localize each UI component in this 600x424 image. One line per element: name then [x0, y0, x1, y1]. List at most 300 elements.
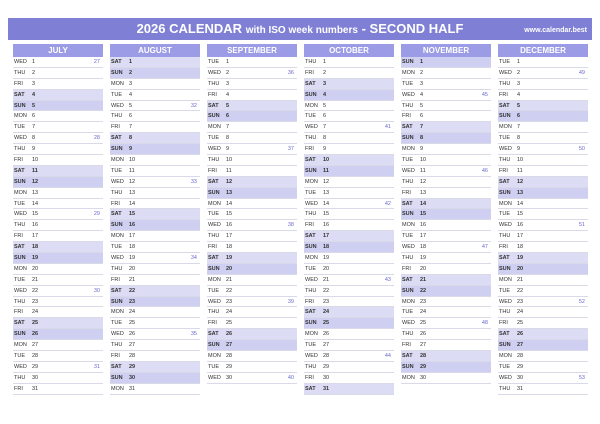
day-row	[13, 57, 103, 68]
weekday-label: SUN	[111, 146, 123, 153]
day-row	[110, 188, 200, 199]
weekday-label: SUN	[208, 342, 220, 349]
day-number: 2	[32, 69, 36, 76]
day-row	[401, 297, 491, 308]
day-number: 25	[129, 320, 136, 327]
month-header: OCTOBER	[304, 44, 394, 57]
title-suffix: - SECOND HALF	[361, 21, 464, 36]
weekday-label: SUN	[402, 59, 414, 65]
day-number: 2	[420, 69, 424, 76]
day-number: 13	[226, 189, 233, 196]
weekday-label: SAT	[402, 200, 413, 207]
weekday-label: MON	[402, 374, 415, 381]
day-row	[498, 122, 588, 133]
week-number: 36	[287, 69, 294, 76]
weekday-label: SUN	[208, 265, 220, 272]
day-number: 1	[32, 59, 36, 65]
weekday-label: TUE	[305, 342, 316, 349]
weekday-label: THU	[14, 374, 26, 381]
weekday-label: FRI	[305, 222, 314, 229]
weekday-label: MON	[402, 298, 415, 305]
day-row	[13, 144, 103, 155]
weekday-label: SAT	[208, 178, 219, 185]
day-row	[498, 373, 588, 384]
day-row	[401, 90, 491, 101]
weekday-label: WED	[402, 244, 415, 251]
day-row	[498, 177, 588, 188]
day-row	[498, 351, 588, 362]
day-number: 7	[129, 124, 133, 131]
week-number: 34	[190, 255, 197, 262]
day-row	[498, 275, 588, 286]
month-column-july	[13, 44, 103, 395]
month-header: NOVEMBER	[401, 44, 491, 57]
day-number: 25	[420, 320, 427, 327]
weekday-label: SUN	[305, 244, 317, 251]
day-number: 2	[323, 69, 327, 76]
weekday-label: SAT	[402, 353, 413, 360]
weekday-label: MON	[402, 222, 415, 229]
day-number: 12	[226, 178, 233, 185]
day-number: 21	[129, 276, 136, 283]
day-row	[13, 79, 103, 90]
day-row	[110, 57, 200, 68]
weekday-label: THU	[111, 265, 123, 272]
day-row	[13, 351, 103, 362]
day-row	[110, 133, 200, 144]
month-column-november	[401, 44, 491, 384]
day-row	[498, 231, 588, 242]
day-number: 31	[323, 385, 330, 392]
day-row	[304, 111, 394, 122]
day-number: 17	[32, 233, 39, 240]
day-number: 10	[129, 157, 136, 164]
day-number: 6	[129, 113, 133, 120]
day-row	[498, 362, 588, 373]
weekday-label: WED	[305, 353, 318, 360]
day-row	[110, 362, 200, 373]
day-row	[207, 68, 297, 79]
weekday-label: FRI	[402, 189, 411, 196]
day-number: 17	[323, 233, 330, 240]
weekday-label: TUE	[208, 135, 219, 142]
day-row	[13, 101, 103, 112]
day-row	[13, 297, 103, 308]
day-number: 21	[517, 276, 524, 283]
day-row	[498, 340, 588, 351]
day-number: 23	[517, 298, 524, 305]
weekday-label: MON	[111, 157, 124, 164]
day-row	[498, 264, 588, 275]
day-number: 25	[323, 320, 330, 327]
weekday-label: WED	[499, 69, 512, 76]
day-number: 2	[129, 69, 133, 76]
weekday-label: FRI	[208, 167, 217, 174]
day-row	[207, 188, 297, 199]
day-number: 7	[226, 124, 230, 131]
weekday-label: TUE	[499, 59, 510, 65]
weekday-label: THU	[208, 233, 220, 240]
day-number: 11	[129, 167, 135, 174]
week-number: 46	[481, 167, 488, 174]
weekday-label: WED	[208, 69, 221, 76]
day-number: 3	[226, 80, 230, 87]
day-number: 26	[129, 331, 136, 338]
day-row	[304, 318, 394, 329]
day-number: 9	[32, 146, 36, 153]
weekday-label: TUE	[208, 363, 219, 370]
week-number: 48	[481, 320, 488, 327]
day-number: 28	[323, 353, 330, 360]
weekday-label: WED	[111, 255, 124, 262]
day-row	[304, 351, 394, 362]
day-number: 8	[420, 135, 424, 142]
day-number: 29	[517, 363, 524, 370]
day-row	[207, 220, 297, 231]
day-number: 30	[517, 374, 524, 381]
day-number: 27	[129, 342, 136, 349]
weekday-label: SAT	[14, 167, 25, 174]
weekday-label: THU	[499, 309, 511, 316]
weekday-label: SAT	[499, 178, 510, 185]
day-row	[304, 384, 394, 395]
title-subtitle: with ISO week numbers	[245, 25, 358, 36]
weekday-label: TUE	[402, 80, 413, 87]
day-number: 11	[517, 167, 523, 174]
day-row	[13, 188, 103, 199]
weekday-label: THU	[111, 342, 123, 349]
week-number: 33	[190, 178, 197, 185]
week-number: 45	[481, 91, 488, 98]
day-row	[401, 275, 491, 286]
weekday-label: TUE	[208, 287, 219, 294]
weekday-label: FRI	[499, 167, 508, 174]
day-number: 6	[226, 113, 230, 120]
weekday-label: FRI	[208, 244, 217, 251]
day-row	[13, 155, 103, 166]
day-row	[401, 199, 491, 210]
month-column-august	[110, 44, 200, 395]
day-row	[401, 373, 491, 384]
day-row	[207, 122, 297, 133]
day-row	[110, 79, 200, 90]
weekday-label: MON	[208, 276, 221, 283]
day-row	[207, 133, 297, 144]
week-number: 37	[287, 146, 294, 153]
day-number: 7	[323, 124, 327, 131]
day-row	[498, 329, 588, 340]
week-number: 29	[93, 211, 100, 218]
day-row	[207, 307, 297, 318]
day-row	[13, 242, 103, 253]
day-row	[110, 122, 200, 133]
weekday-label: THU	[14, 146, 26, 153]
day-number: 22	[129, 287, 136, 294]
weekday-label: SAT	[499, 102, 510, 109]
day-row	[304, 188, 394, 199]
weekday-label: THU	[305, 363, 317, 370]
weekday-label: WED	[14, 211, 27, 218]
day-number: 22	[32, 287, 39, 294]
weekday-label: FRI	[305, 69, 314, 76]
weekday-label: MON	[111, 233, 124, 240]
day-number: 2	[226, 69, 230, 76]
weekday-label: WED	[499, 222, 512, 229]
day-number: 14	[129, 200, 136, 207]
day-row	[401, 209, 491, 220]
weekday-label: WED	[499, 146, 512, 153]
day-row	[401, 155, 491, 166]
day-row	[13, 329, 103, 340]
day-number: 23	[323, 298, 330, 305]
day-row	[207, 166, 297, 177]
day-row	[207, 155, 297, 166]
week-number: 41	[384, 124, 391, 131]
day-number: 20	[517, 265, 524, 272]
weekday-label: FRI	[208, 91, 217, 98]
day-number: 11	[420, 167, 426, 174]
day-number: 9	[226, 146, 230, 153]
weekday-label: SAT	[499, 255, 510, 262]
day-row	[207, 318, 297, 329]
week-number: 40	[287, 374, 294, 381]
day-row	[304, 68, 394, 79]
day-row	[401, 144, 491, 155]
week-number: 49	[578, 69, 585, 76]
day-number: 9	[129, 146, 133, 153]
day-row	[13, 362, 103, 373]
weekday-label: THU	[402, 331, 414, 338]
day-row	[401, 286, 491, 297]
week-number: 44	[384, 353, 391, 360]
day-row	[110, 297, 200, 308]
day-row	[207, 286, 297, 297]
day-number: 5	[517, 102, 521, 109]
weekday-label: TUE	[305, 189, 316, 196]
weekday-label: SAT	[111, 59, 122, 65]
title-banner	[8, 18, 592, 40]
day-row	[110, 351, 200, 362]
weekday-label: SUN	[402, 211, 414, 218]
day-number: 23	[226, 298, 233, 305]
day-number: 21	[226, 276, 233, 283]
day-row	[110, 231, 200, 242]
weekday-label: SUN	[111, 374, 123, 381]
day-number: 27	[323, 342, 330, 349]
day-number: 13	[323, 189, 330, 196]
weekday-label: WED	[402, 320, 415, 327]
weekday-label: SUN	[208, 189, 220, 196]
week-number: 47	[481, 244, 488, 251]
weekday-label: THU	[14, 69, 26, 76]
weekday-label: WED	[14, 287, 27, 294]
day-row	[401, 329, 491, 340]
day-number: 13	[517, 189, 524, 196]
day-row	[13, 318, 103, 329]
day-number: 31	[129, 385, 136, 392]
day-number: 14	[517, 200, 524, 207]
day-row	[207, 362, 297, 373]
day-row	[13, 133, 103, 144]
weekday-label: FRI	[305, 298, 314, 305]
weekday-label: MON	[208, 124, 221, 131]
weekday-label: SAT	[305, 233, 316, 240]
day-number: 16	[420, 222, 427, 229]
day-number: 29	[226, 363, 233, 370]
weekday-label: SUN	[14, 331, 26, 338]
day-number: 8	[226, 135, 230, 142]
weekday-label: SUN	[305, 91, 317, 98]
day-number: 14	[323, 200, 330, 207]
day-row	[207, 199, 297, 210]
day-number: 5	[129, 102, 133, 109]
day-number: 4	[226, 91, 230, 98]
day-row	[304, 275, 394, 286]
day-number: 7	[32, 124, 36, 131]
day-number: 17	[226, 233, 233, 240]
day-row	[304, 329, 394, 340]
weekday-label: MON	[111, 80, 124, 87]
weekday-label: SUN	[305, 320, 317, 327]
day-row	[207, 242, 297, 253]
week-number: 51	[578, 222, 585, 229]
day-number: 19	[32, 255, 39, 262]
day-row	[207, 351, 297, 362]
day-row	[110, 68, 200, 79]
day-row	[401, 231, 491, 242]
day-number: 6	[420, 113, 424, 120]
day-row	[13, 90, 103, 101]
day-number: 20	[226, 265, 233, 272]
weekday-label: WED	[14, 363, 27, 370]
day-number: 28	[226, 353, 233, 360]
day-number: 18	[129, 244, 136, 251]
weekday-label: TUE	[14, 200, 25, 207]
weekday-label: WED	[111, 102, 124, 109]
day-number: 21	[420, 276, 427, 283]
day-row	[498, 318, 588, 329]
day-row	[304, 177, 394, 188]
day-row	[110, 384, 200, 395]
day-row	[401, 362, 491, 373]
day-row	[401, 166, 491, 177]
day-number: 3	[32, 80, 36, 87]
day-row	[401, 351, 491, 362]
day-row	[401, 264, 491, 275]
week-number: 32	[190, 102, 197, 109]
day-row	[110, 111, 200, 122]
day-number: 15	[129, 211, 136, 218]
day-row	[304, 373, 394, 384]
week-number: 31	[93, 363, 100, 370]
day-row	[13, 199, 103, 210]
week-number: 39	[287, 298, 294, 305]
day-number: 20	[323, 265, 330, 272]
day-number: 9	[517, 146, 521, 153]
day-number: 3	[323, 80, 327, 87]
weekday-label: FRI	[14, 385, 23, 392]
week-number: 50	[578, 146, 585, 153]
day-number: 29	[420, 363, 427, 370]
weekday-label: SUN	[402, 287, 414, 294]
weekday-label: FRI	[305, 146, 314, 153]
weekday-label: TUE	[208, 211, 219, 218]
weekday-label: FRI	[208, 320, 217, 327]
weekday-label: FRI	[111, 353, 120, 360]
day-number: 11	[323, 167, 329, 174]
day-number: 20	[129, 265, 136, 272]
weekday-label: MON	[305, 331, 318, 338]
weekday-label: SAT	[402, 276, 413, 283]
weekday-label: TUE	[111, 320, 122, 327]
month-header: JULY	[13, 44, 103, 57]
day-row	[401, 68, 491, 79]
day-number: 26	[32, 331, 39, 338]
day-number: 25	[32, 320, 39, 327]
day-number: 1	[129, 59, 133, 65]
day-row	[110, 220, 200, 231]
day-number: 30	[32, 374, 39, 381]
weekday-label: WED	[208, 146, 221, 153]
day-row	[13, 340, 103, 351]
day-number: 31	[32, 385, 39, 392]
day-number: 15	[226, 211, 233, 218]
day-row	[304, 340, 394, 351]
day-row	[498, 144, 588, 155]
day-row	[401, 253, 491, 264]
day-row	[207, 209, 297, 220]
weekday-label: MON	[14, 113, 27, 120]
weekday-label: THU	[111, 113, 123, 120]
weekday-label: TUE	[14, 276, 25, 283]
weekday-label: TUE	[305, 113, 316, 120]
day-number: 13	[420, 189, 427, 196]
weekday-label: MON	[499, 200, 512, 207]
day-row	[498, 242, 588, 253]
weekday-label: FRI	[14, 157, 23, 164]
day-number: 1	[323, 59, 327, 65]
week-number: 43	[384, 276, 391, 283]
day-number: 16	[32, 222, 39, 229]
day-row	[498, 133, 588, 144]
day-row	[304, 199, 394, 210]
day-row	[207, 340, 297, 351]
day-row	[498, 384, 588, 395]
weekday-label: TUE	[111, 244, 122, 251]
day-row	[304, 231, 394, 242]
day-row	[110, 209, 200, 220]
month-column-december	[498, 44, 588, 395]
day-number: 19	[420, 255, 427, 262]
weekday-label: FRI	[111, 124, 120, 131]
weekday-label: MON	[14, 189, 27, 196]
day-row	[304, 122, 394, 133]
day-number: 5	[32, 102, 36, 109]
day-number: 22	[226, 287, 233, 294]
day-number: 23	[129, 298, 136, 305]
weekday-label: FRI	[111, 200, 120, 207]
day-row	[207, 57, 297, 68]
day-number: 24	[226, 309, 233, 316]
weekday-label: MON	[402, 146, 415, 153]
week-number: 38	[287, 222, 294, 229]
title-main: 2026 CALENDAR	[136, 21, 243, 36]
day-number: 10	[32, 157, 39, 164]
day-row	[110, 373, 200, 384]
weekday-label: THU	[305, 59, 317, 65]
weekday-label: FRI	[499, 320, 508, 327]
weekday-label: FRI	[14, 233, 23, 240]
